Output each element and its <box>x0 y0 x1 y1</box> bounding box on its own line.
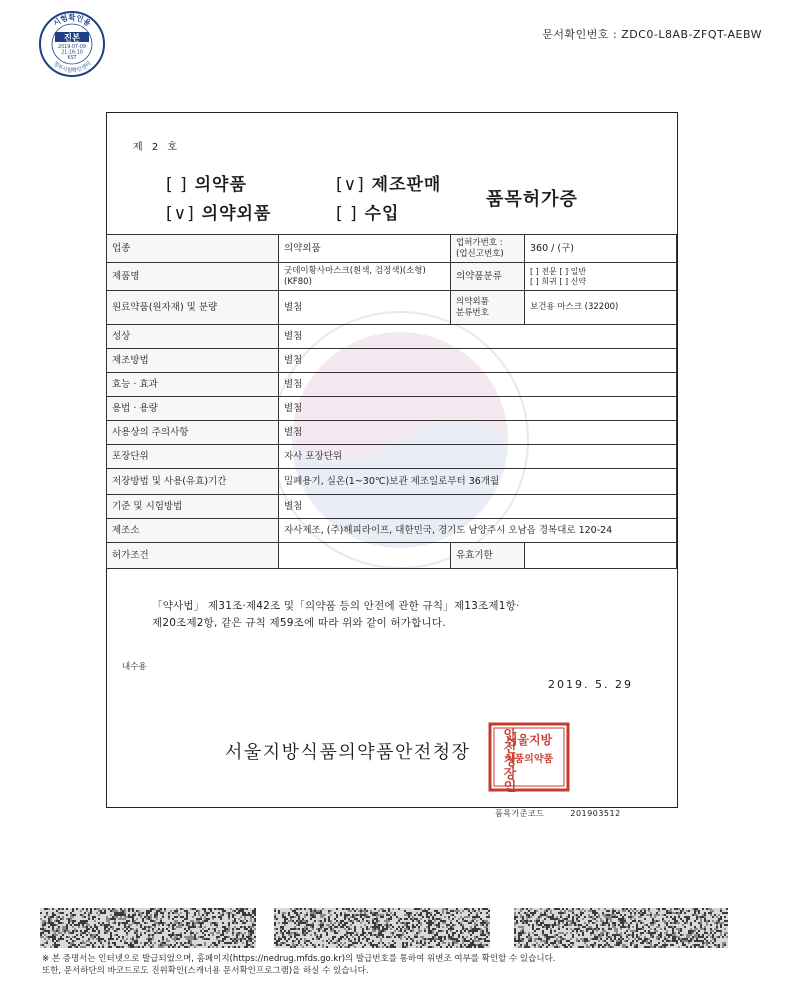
value-ingredients: 별첨 <box>279 291 451 325</box>
label-packaging-unit: 포장단위 <box>107 445 279 469</box>
label-storage-shelf-life: 저장방법 및 사용(유효)기간 <box>107 469 279 495</box>
stamp-arc-text: 시험확인용 <box>51 13 93 28</box>
item-code-label: 품목기준코드 <box>495 809 545 818</box>
value-storage-shelf-life: 밀폐용기, 실온(1~30℃)보관 제조일로부터 36개월 <box>279 469 677 495</box>
label-expiry: 유효기한 <box>451 543 525 569</box>
label-manufacturing-method: 제조방법 <box>107 349 279 373</box>
value-test-methods: 별첨 <box>279 495 677 519</box>
value-packaging-unit: 자사 포장단위 <box>279 445 677 469</box>
label-business-type: 업종 <box>107 235 279 263</box>
label-precautions: 사용상의 주의사항 <box>107 421 279 445</box>
value-efficacy: 별첨 <box>279 373 677 397</box>
barcode-2 <box>274 908 490 948</box>
label-appearance: 성상 <box>107 325 279 349</box>
value-classification-number: 보건용 마스크 (32200) <box>525 291 677 325</box>
seal-column-3: 안전청장인 <box>500 727 516 792</box>
verification-stamp <box>38 10 106 78</box>
value-business-type: 의약외품 <box>279 235 451 263</box>
table-row <box>107 543 677 569</box>
table-row <box>107 263 677 291</box>
table-row <box>107 373 677 397</box>
table-row <box>107 325 677 349</box>
legal-notice <box>152 598 632 632</box>
category-manufacture-label: 제조판매 <box>371 175 442 195</box>
issue-date: 2019. 5. 29 <box>548 678 633 691</box>
table-row <box>107 397 677 421</box>
value-drug-classification <box>525 263 677 291</box>
item-code-value: 201903512 <box>570 809 621 818</box>
category-medicine-label: 의약품 <box>194 175 247 195</box>
table-row <box>107 421 677 445</box>
category-import-label: 수입 <box>364 204 400 224</box>
stamp-date: 2019-07-09 <box>58 45 86 50</box>
label-ingredients: 원료약품(원자재) 및 분량 <box>107 291 279 325</box>
value-product-name: 굿데이황사마스크(흰색, 검정색)(소형)(KF80) <box>279 263 451 291</box>
label-dosage: 용법 · 용량 <box>107 397 279 421</box>
classification-line-1: [ ] 전문 [ ] 일반 <box>530 266 587 276</box>
footer-line-1: ※ 본 증명서는 인터넷으로 발급되었으며, 홈페이지(https://nedrug.mfds.go.kr)의 발급번호를 통하여 위변조 여부를 확인할 수 있습니다. <box>42 954 556 964</box>
category-medicine <box>166 170 247 195</box>
classification-line-2: [ ] 희귀 [ ] 신약 <box>530 276 587 286</box>
label-classification-number: 의약외품 분류번호 <box>451 291 525 325</box>
footer-line-2: 또한, 문서하단의 바코드로도 진위확인(스캐너용 문서확인프로그램)을 하실 수 있습니다. <box>42 966 369 977</box>
legal-notice-line-1: 「약사법」 제31조·제42조 및「의약품 등의 안전에 관한 규칙」제13조제1항· <box>152 600 520 612</box>
table-row <box>107 349 677 373</box>
stamp-time: 21:16:10 <box>61 50 83 56</box>
received-label: 내수용 <box>122 662 147 672</box>
official-seal <box>488 722 570 792</box>
table-row <box>107 519 677 543</box>
table-row <box>107 469 677 495</box>
seal-column-1: 서울지방 <box>505 733 553 747</box>
form-number: 제 2 호 <box>133 142 181 153</box>
label-permit-conditions: 허가조건 <box>107 543 279 569</box>
value-expiry <box>525 543 677 569</box>
seal-column-2: 식품의약품 <box>504 754 554 765</box>
checkbox-manufacture: [∨] <box>336 175 365 195</box>
label-efficacy: 효능 · 효과 <box>107 373 279 397</box>
stamp-tz: KST <box>67 56 77 61</box>
value-precautions: 별첨 <box>279 421 677 445</box>
value-appearance: 별첨 <box>279 325 677 349</box>
label-product-name: 제품명 <box>107 263 279 291</box>
value-dosage: 별첨 <box>279 397 677 421</box>
category-manufacture <box>336 170 441 195</box>
barcode-3 <box>514 908 728 948</box>
table-row <box>107 235 677 263</box>
label-test-methods: 기준 및 시험방법 <box>107 495 279 519</box>
table-row <box>107 445 677 469</box>
value-permit-conditions <box>279 543 451 569</box>
issuer-name: 서울지방식품의약품안전청장 <box>225 742 471 763</box>
category-quasi-drug-label: 의약외품 <box>201 204 272 224</box>
value-manufacturer: 자사제조, (주)해피라이프, 대한민국, 경기도 남양주시 오남읍 경복대로 120-24 <box>279 519 677 543</box>
checkbox-import: [ ] <box>336 204 358 224</box>
category-import <box>336 199 399 224</box>
legal-notice-line-2: 제20조제2항, 같은 규칙 제59조에 따라 위와 같이 허가합니다. <box>152 616 446 629</box>
label-manufacturer: 제조소 <box>107 519 279 543</box>
document-check-number: 문서확인번호 : ZDC0-L8AB-ZFQT-AEBW <box>542 28 762 41</box>
checkbox-medicine: [ ] <box>166 175 188 195</box>
footer-notice <box>42 953 762 978</box>
stamp-bottom-text: 정부시험확인센터 <box>51 60 93 75</box>
value-license-number: 360 / (구) <box>525 235 677 263</box>
table-row <box>107 495 677 519</box>
category-quasi-drug <box>166 199 271 224</box>
document-title: 품목허가증 <box>486 189 578 210</box>
label-license-number: 업허가번호 : (업신고번호) <box>451 235 525 263</box>
permit-table <box>106 234 677 569</box>
item-code <box>495 808 647 819</box>
barcode-1 <box>40 908 256 948</box>
table-row <box>107 291 677 325</box>
checkbox-quasi-drug: [∨] <box>166 204 195 224</box>
value-manufacturing-method: 별첨 <box>279 349 677 373</box>
label-drug-classification: 의약품분류 <box>451 263 525 291</box>
stamp-label: 진본 <box>63 33 81 44</box>
